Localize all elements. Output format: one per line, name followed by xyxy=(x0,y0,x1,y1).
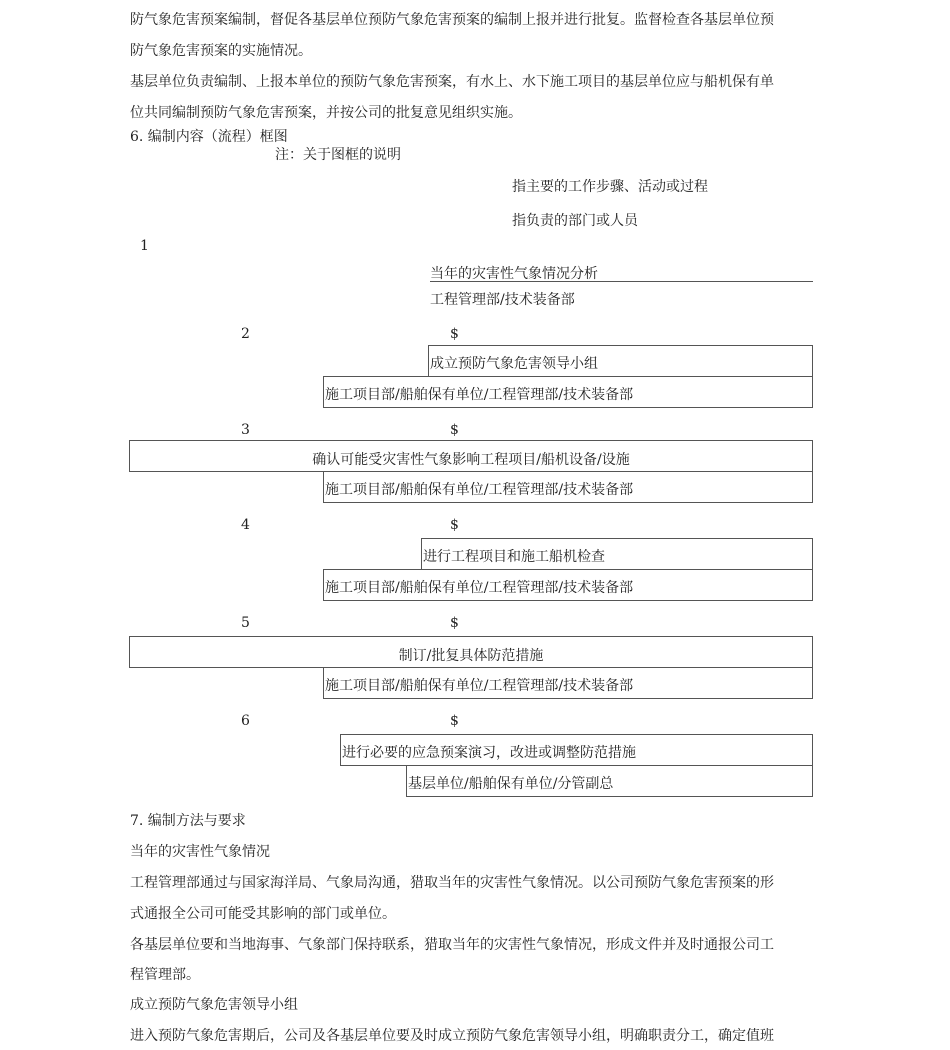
flow-arrow: $ xyxy=(450,713,459,729)
section7-para2-line1: 各基层单位要和当地海事、气象部门保持联系，猎取当年的灾害性气象情况，形成文件并及时通报公司工 xyxy=(130,937,774,953)
intro-para2-line1: 基层单位负责编制、上报本单位的预防气象危害预案，有水上、水下施工项目的基层单位应与船机保有单 xyxy=(130,74,774,90)
step-number: 2 xyxy=(241,326,250,342)
step-dept-box xyxy=(323,471,813,503)
step-title: 当年的灾害性气象情况分析 xyxy=(430,266,598,282)
step-dept-box xyxy=(323,667,813,699)
intro-para1-line1: 防气象危害预案编制，督促各基层单位预防气象危害预案的编制上报并进行批复。监督检查各基层单位预 xyxy=(130,12,774,28)
step-number: 5 xyxy=(241,615,250,631)
step-dept: 施工项目部/船舶保有单位/工程管理部/技术装备部 xyxy=(325,387,634,403)
step-title-underline xyxy=(430,281,813,282)
flow-arrow: $ xyxy=(450,517,459,533)
step-process-box xyxy=(129,440,813,472)
section7-subheading: 成立预防气象危害领导小组 xyxy=(130,997,298,1013)
step-dept-box xyxy=(323,569,813,601)
figure-note: 注：关于图框的说明 xyxy=(275,147,401,163)
legend-dept-text: 指负责的部门或人员 xyxy=(512,213,638,229)
flow-arrow: $ xyxy=(450,615,459,631)
step-number: 6 xyxy=(241,713,250,729)
step-process-box xyxy=(421,538,813,570)
intro-para1-line2: 防气象危害预案的实施情况。 xyxy=(130,43,312,59)
intro-para2-line2: 位共同编制预防气象危害预案，并按公司的批复意见组织实施。 xyxy=(130,105,522,121)
step-number: 3 xyxy=(241,422,250,438)
step-title: 进行必要的应急预案演习，改进或调整防范措施 xyxy=(342,745,636,761)
step-dept: 工程管理部/技术装备部 xyxy=(430,292,575,308)
step-number: 1 xyxy=(140,238,149,254)
section6-heading: 6. 编制内容（流程）框图 xyxy=(130,129,288,145)
section7-para2-line2: 程管理部。 xyxy=(130,967,200,983)
step-title: 进行工程项目和施工船机检查 xyxy=(423,549,605,565)
step-title: 确认可能受灾害性气象影响工程项目/船机设备/设施 xyxy=(312,452,630,468)
step-title: 制订/批复具体防范措施 xyxy=(398,648,544,664)
step-dept-box xyxy=(323,376,813,408)
legend-process-text: 指主要的工作步骤、活动或过程 xyxy=(512,179,708,195)
step-dept: 施工项目部/船舶保有单位/工程管理部/技术装备部 xyxy=(325,580,634,596)
step-dept: 施工项目部/船舶保有单位/工程管理部/技术装备部 xyxy=(325,482,634,498)
step-dept-box xyxy=(406,765,813,797)
section7-para1-line2: 式通报全公司可能受其影响的部门或单位。 xyxy=(130,906,396,922)
step-number: 4 xyxy=(241,517,250,533)
section7-subheading: 当年的灾害性气象情况 xyxy=(130,844,270,860)
step-dept: 施工项目部/船舶保有单位/工程管理部/技术装备部 xyxy=(325,678,634,694)
flow-arrow: $ xyxy=(450,422,459,438)
flow-arrow: $ xyxy=(450,326,459,342)
step-process-box xyxy=(428,345,813,377)
step-process-box xyxy=(340,734,813,766)
step-process-box xyxy=(129,636,813,668)
step-title: 成立预防气象危害领导小组 xyxy=(430,356,598,372)
section7-heading: 7. 编制方法与要求 xyxy=(130,813,246,829)
step-dept: 基层单位/船舶保有单位/分管副总 xyxy=(408,776,614,792)
section7-para3-line1: 进入预防气象危害期后，公司及各基层单位要及时成立预防气象危害领导小组，明确职责分工，确定值班 xyxy=(130,1028,774,1044)
section7-para1-line1: 工程管理部通过与国家海洋局、气象局沟通，猎取当年的灾害性气象情况。以公司预防气象危害预案的形 xyxy=(130,875,774,891)
